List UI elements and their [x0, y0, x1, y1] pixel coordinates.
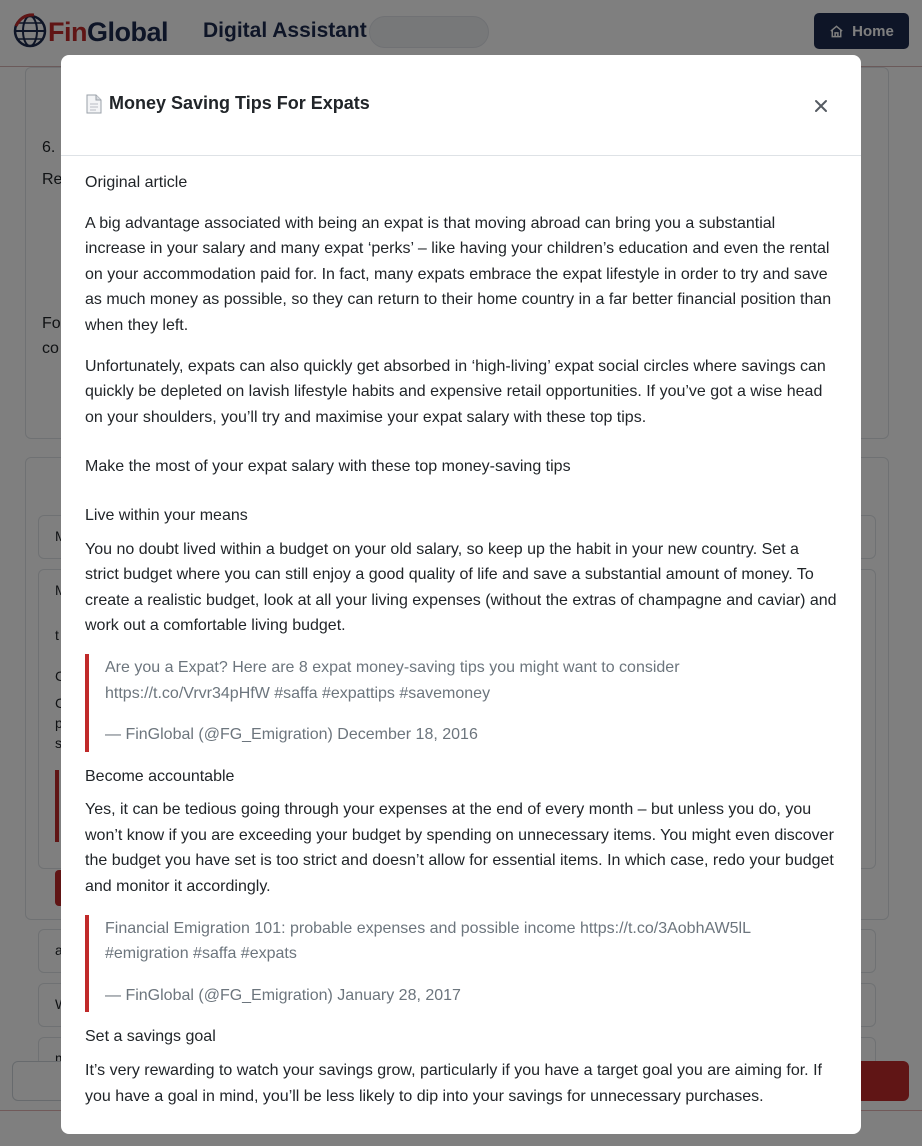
- modal-title-row: [85, 93, 370, 114]
- article-paragraph: Unfortunately, expats can also quickly get absorbed in ‘high-living’ expat social circles where savings can quickly be depleted on lavish lifestyle habits and expensive retail opportunities. If you’ve got a wise head on your shoulders, you’ll try and maximise your expat salary with these top tips.: [85, 357, 826, 426]
- modal-title: Money Saving Tips For Expats: [109, 93, 370, 113]
- close-button[interactable]: [810, 95, 832, 117]
- article-paragraph: A big advantage associated with being an expat is that moving abroad can bring you a substantial increase in your salary and many expat ‘perks’ – like having your children’s education and even the rental on your accommodation paid for. In fact, many expats embrace the expat lifestyle in order to try and save as much money as possible, so they can return to their home country in a far better financial position than when they left.: [85, 214, 832, 334]
- modal-header: [61, 55, 861, 156]
- close-icon: [814, 99, 828, 113]
- section-label: Original article: [85, 174, 188, 191]
- document-icon: [85, 94, 103, 114]
- tweet-text: Financial Emigration 101: probable expenses and possible income https://t.co/3AobhAW5lL #emigration #saffa #expats: [105, 919, 751, 963]
- modal-body: [85, 156, 837, 1109]
- article-heading: Live within your means: [85, 506, 248, 524]
- tweet-text: Are you a Expat? Here are 8 expat money-saving tips you might want to consider https://t.co/Vrvr34pHfW #saffa #expattips #savemoney: [105, 658, 680, 702]
- tweet-attribution[interactable]: — FinGlobal (@FG_Emigration) December 18, 2016: [105, 726, 478, 744]
- article-heading: Become accountable: [85, 767, 235, 785]
- tweet-attribution[interactable]: — FinGlobal (@FG_Emigration) January 28, 2017: [105, 986, 461, 1004]
- article-paragraph: You no doubt lived within a budget on your old salary, so keep up the habit in your new country. Set a strict budget where you can still enjoy a good quality of life and save a substantial amount of money. To create a realistic budget, look at all your living expenses (without the extras of champagne and caviar) and work out a comfortable living budget.: [85, 540, 837, 635]
- article-paragraph: It’s very rewarding to watch your savings grow, particularly if you have a target goal you are aiming for. If you have a goal in mind, you’ll be less likely to dip into your savings for unnecessary purchases.: [85, 1062, 822, 1105]
- article-heading: Set a savings goal: [85, 1028, 216, 1046]
- article-paragraph: Yes, it can be tedious going through your expenses at the end of every month – but unless you do, you won’t know if you are exceeding your budget by spending on unnecessary items. You might even discover the budget you have set is too strict and doesn’t allow for essential items. In which case, redo your budget and monitor it accordingly.: [85, 801, 834, 896]
- tweet-quote: [85, 915, 837, 1013]
- article-modal: [61, 55, 861, 1134]
- article-heading: Make the most of your expat salary with these top money-saving tips: [85, 458, 571, 476]
- tweet-quote: [85, 654, 837, 752]
